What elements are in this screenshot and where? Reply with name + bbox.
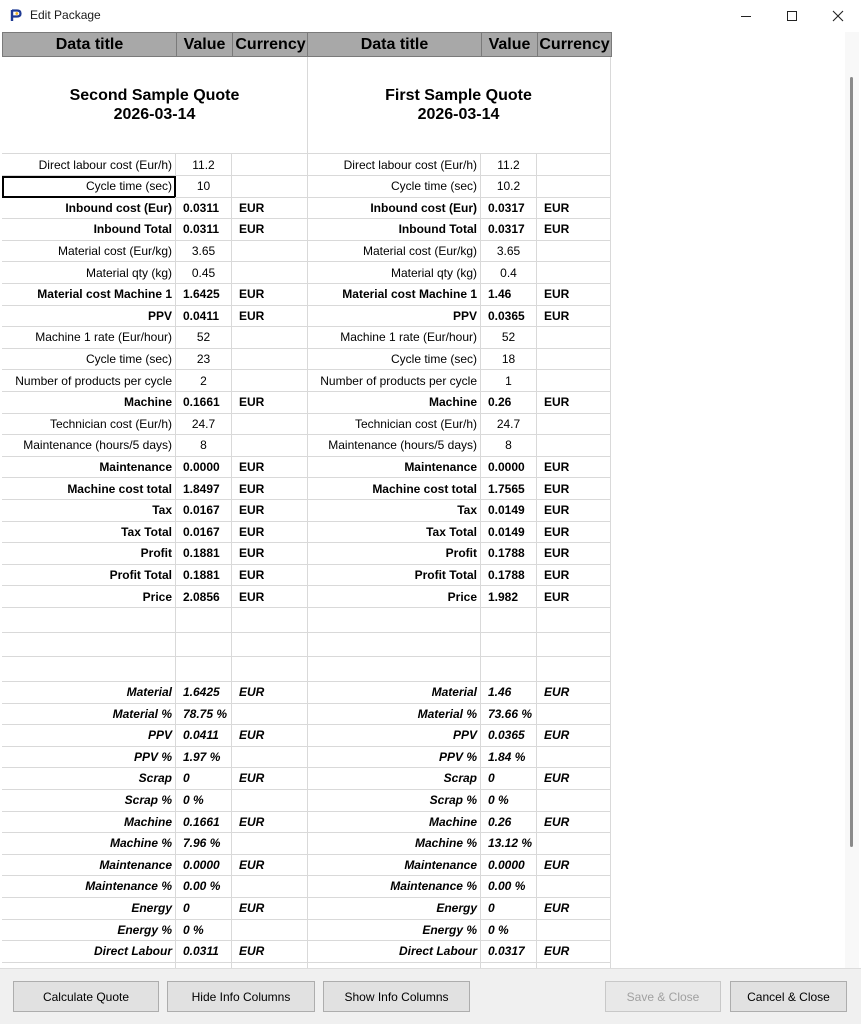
data-title-cell[interactable]: Machine [2, 811, 176, 833]
value-cell[interactable]: 1.97 % [176, 746, 232, 768]
show-info-columns-button[interactable]: Show Info Columns [323, 981, 470, 1012]
data-title-cell[interactable]: Maintenance % [307, 876, 481, 898]
value-cell[interactable]: 0.0000 [176, 456, 232, 478]
currency-cell[interactable] [232, 262, 308, 284]
currency-cell[interactable]: EUR [232, 392, 308, 414]
quote-grid [2, 32, 852, 968]
currency-cell[interactable] [232, 919, 308, 941]
value-cell[interactable]: 24.7 [481, 413, 537, 435]
value-cell[interactable]: 1 [481, 370, 537, 392]
value-cell[interactable]: 0 [481, 768, 537, 790]
value-cell[interactable]: 0.45 [176, 262, 232, 284]
currency-cell[interactable]: EUR [232, 725, 308, 747]
empty-cell[interactable] [537, 657, 611, 682]
data-title-cell[interactable]: Maintenance [307, 854, 481, 876]
close-button[interactable] [815, 0, 861, 32]
value-cell[interactable]: 10 [176, 176, 232, 198]
data-title-cell[interactable]: Tax [2, 500, 176, 522]
data-title-cell[interactable]: Number of products per cycle [2, 370, 176, 392]
data-title-cell[interactable]: Material % [2, 703, 176, 725]
currency-cell[interactable]: EUR [537, 586, 611, 608]
app-logo-icon [9, 8, 23, 22]
empty-cell[interactable] [481, 608, 537, 633]
value-cell[interactable]: 23 [176, 348, 232, 370]
empty-cell[interactable] [537, 632, 611, 657]
value-cell[interactable]: 0.00 % [176, 876, 232, 898]
currency-cell[interactable]: EUR [232, 564, 308, 586]
currency-cell[interactable] [232, 348, 308, 370]
value-cell[interactable]: 0.0149 [481, 500, 537, 522]
currency-cell[interactable] [232, 327, 308, 349]
data-title-cell[interactable]: Scrap [307, 768, 481, 790]
currency-cell[interactable] [537, 876, 611, 898]
value-cell[interactable]: 52 [176, 327, 232, 349]
currency-cell[interactable] [232, 435, 308, 457]
data-title-cell[interactable]: Tax Total [2, 521, 176, 543]
currency-cell[interactable] [537, 746, 611, 768]
value-cell[interactable]: 78.75 % [176, 703, 232, 725]
currency-cell[interactable]: EUR [537, 543, 611, 565]
empty-cell[interactable] [2, 657, 176, 682]
data-title-cell[interactable]: Inbound Total [307, 219, 481, 241]
button-bar [0, 968, 861, 1024]
value-cell[interactable]: 0 % [481, 790, 537, 812]
currency-cell[interactable]: EUR [232, 478, 308, 500]
value-cell[interactable]: 0.0317 [481, 941, 537, 963]
title-bar [0, 0, 861, 32]
data-title-cell[interactable]: Machine [307, 811, 481, 833]
column-header-currency[interactable]: Currency [232, 32, 309, 57]
currency-cell[interactable]: EUR [232, 811, 308, 833]
data-title-cell[interactable]: Material [2, 682, 176, 704]
data-title-cell[interactable]: Direct Labour [307, 941, 481, 963]
value-cell[interactable]: 1.46 [481, 682, 537, 704]
value-cell[interactable]: 1.46 [481, 284, 537, 306]
scrollbar-thumb[interactable] [850, 77, 853, 847]
data-title-cell[interactable]: Inbound cost (Eur) [307, 197, 481, 219]
data-title-cell[interactable]: Scrap % [307, 790, 481, 812]
data-title-cell[interactable]: Scrap [2, 768, 176, 790]
value-cell[interactable]: 0.0317 [481, 197, 537, 219]
value-cell[interactable]: 0.0167 [176, 500, 232, 522]
currency-cell[interactable]: EUR [537, 854, 611, 876]
value-cell[interactable]: 0 % [176, 919, 232, 941]
data-title-cell[interactable]: Energy [307, 898, 481, 920]
value-cell[interactable]: 0.1788 [481, 543, 537, 565]
currency-cell[interactable] [537, 703, 611, 725]
quote-name: First Sample Quote [385, 87, 532, 104]
empty-cell[interactable] [232, 632, 308, 657]
currency-cell[interactable] [537, 790, 611, 812]
data-title-cell[interactable]: Energy % [307, 919, 481, 941]
value-cell[interactable]: 7.96 % [176, 833, 232, 855]
quote-title-block [307, 57, 611, 154]
data-title-cell[interactable]: Scrap % [2, 790, 176, 812]
data-title-cell[interactable]: Maintenance (hours/5 days) [307, 435, 481, 457]
value-cell[interactable]: 11.2 [176, 154, 232, 176]
value-cell[interactable]: 0 % [481, 919, 537, 941]
value-cell[interactable]: 0.1661 [176, 811, 232, 833]
value-cell[interactable]: 1.7565 [481, 478, 537, 500]
value-cell[interactable]: 2 [176, 370, 232, 392]
data-title-cell[interactable]: Machine 1 rate (Eur/hour) [2, 327, 176, 349]
empty-cell[interactable] [176, 657, 232, 682]
data-title-cell[interactable]: Direct labour cost (Eur/h) [307, 154, 481, 176]
empty-cell[interactable] [307, 657, 481, 682]
empty-cell[interactable] [232, 608, 308, 633]
window-title: Edit Package [30, 8, 101, 22]
value-cell[interactable]: 8 [481, 435, 537, 457]
currency-cell[interactable] [232, 240, 308, 262]
currency-cell[interactable] [232, 746, 308, 768]
value-cell[interactable]: 0.0365 [481, 305, 537, 327]
data-title-cell[interactable]: Inbound Total [2, 219, 176, 241]
data-title-cell[interactable]: Machine % [307, 833, 481, 855]
value-cell[interactable]: 0.0411 [176, 725, 232, 747]
currency-cell[interactable] [537, 370, 611, 392]
empty-cell[interactable] [307, 608, 481, 633]
data-title-cell[interactable]: Price [307, 586, 481, 608]
data-title-cell[interactable]: Machine 1 rate (Eur/hour) [307, 327, 481, 349]
hide-info-columns-button[interactable]: Hide Info Columns [167, 981, 315, 1012]
currency-cell[interactable]: EUR [232, 197, 308, 219]
data-title-cell[interactable]: Machine [307, 392, 481, 414]
currency-cell[interactable] [232, 703, 308, 725]
quote-name: Second Sample Quote [69, 87, 240, 104]
maximize-icon [786, 10, 798, 22]
currency-cell[interactable]: EUR [232, 682, 308, 704]
data-title-cell[interactable]: Number of products per cycle [307, 370, 481, 392]
currency-cell[interactable]: EUR [537, 811, 611, 833]
data-title-cell[interactable]: Energy [2, 898, 176, 920]
currency-cell[interactable] [537, 240, 611, 262]
data-title-cell[interactable]: Profit Total [307, 564, 481, 586]
value-cell[interactable]: 1.6425 [176, 284, 232, 306]
currency-cell[interactable] [232, 176, 308, 198]
value-cell[interactable]: 0 % [176, 790, 232, 812]
currency-cell[interactable] [537, 833, 611, 855]
currency-cell[interactable]: EUR [537, 500, 611, 522]
column-header-value[interactable]: Value [176, 32, 233, 57]
value-cell[interactable]: 0.0365 [481, 725, 537, 747]
data-title-cell[interactable]: PPV % [2, 746, 176, 768]
currency-cell[interactable] [537, 327, 611, 349]
currency-cell[interactable] [537, 262, 611, 284]
currency-cell[interactable] [537, 413, 611, 435]
empty-cell[interactable] [232, 657, 308, 682]
data-title-cell[interactable]: Machine [2, 392, 176, 414]
value-cell[interactable]: 8 [176, 435, 232, 457]
currency-cell[interactable]: EUR [232, 500, 308, 522]
calculate-quote-button[interactable]: Calculate Quote [13, 981, 159, 1012]
currency-cell[interactable]: EUR [232, 941, 308, 963]
value-cell[interactable]: 0.0000 [481, 456, 537, 478]
data-title-cell[interactable]: Price [2, 586, 176, 608]
data-title-cell[interactable]: Material cost Machine 1 [2, 284, 176, 306]
data-title-cell[interactable]: Material cost (Eur/kg) [2, 240, 176, 262]
currency-cell[interactable]: EUR [232, 854, 308, 876]
data-title-cell[interactable]: Material cost (Eur/kg) [307, 240, 481, 262]
data-title-cell[interactable]: PPV [2, 725, 176, 747]
data-title-cell[interactable]: Machine cost total [307, 478, 481, 500]
grid-empty-area [612, 32, 852, 968]
currency-cell[interactable] [537, 435, 611, 457]
value-cell[interactable]: 1.982 [481, 586, 537, 608]
currency-cell[interactable]: EUR [537, 284, 611, 306]
data-title-cell[interactable]: Cycle time (sec) [2, 176, 176, 198]
value-cell[interactable]: 24.7 [176, 413, 232, 435]
data-title-cell[interactable]: PPV [307, 305, 481, 327]
value-cell[interactable]: 0 [176, 898, 232, 920]
currency-cell[interactable]: EUR [537, 456, 611, 478]
currency-cell[interactable] [537, 154, 611, 176]
value-cell[interactable]: 0.0000 [481, 854, 537, 876]
quote-date: 2026-03-14 [417, 106, 500, 123]
currency-cell[interactable]: EUR [232, 456, 308, 478]
currency-cell[interactable]: EUR [537, 725, 611, 747]
value-cell[interactable]: 13.12 % [481, 833, 537, 855]
currency-cell[interactable]: EUR [537, 682, 611, 704]
value-cell[interactable]: 11.2 [481, 154, 537, 176]
value-cell[interactable]: 0.1881 [176, 564, 232, 586]
value-cell[interactable]: 73.66 % [481, 703, 537, 725]
data-title-cell[interactable]: Cycle time (sec) [307, 176, 481, 198]
currency-cell[interactable]: EUR [232, 521, 308, 543]
value-cell[interactable]: 0 [176, 768, 232, 790]
minimize-button[interactable] [723, 0, 769, 32]
data-title-cell[interactable]: Technician cost (Eur/h) [307, 413, 481, 435]
value-cell[interactable]: 18 [481, 348, 537, 370]
value-cell[interactable]: 0.0000 [176, 854, 232, 876]
data-title-cell[interactable]: Tax [307, 500, 481, 522]
data-title-cell[interactable]: Material qty (kg) [2, 262, 176, 284]
data-title-cell[interactable]: Machine % [2, 833, 176, 855]
currency-cell[interactable] [537, 919, 611, 941]
value-cell[interactable]: 0.4 [481, 262, 537, 284]
value-cell[interactable]: 0.1788 [481, 564, 537, 586]
data-title-cell[interactable]: Maintenance [2, 456, 176, 478]
currency-cell[interactable] [537, 176, 611, 198]
value-cell[interactable]: 0.1661 [176, 392, 232, 414]
currency-cell[interactable]: EUR [537, 197, 611, 219]
column-header-data-title[interactable]: Data title [2, 32, 177, 57]
column-header-value[interactable]: Value [481, 32, 538, 57]
value-cell[interactable]: 0.0411 [176, 305, 232, 327]
data-title-cell[interactable]: PPV [2, 305, 176, 327]
data-title-cell[interactable]: Material % [307, 703, 481, 725]
value-cell[interactable]: 0.0311 [176, 941, 232, 963]
currency-cell[interactable]: EUR [537, 898, 611, 920]
value-cell[interactable]: 0.26 [481, 392, 537, 414]
data-title-cell[interactable]: Direct Labour [2, 941, 176, 963]
currency-cell[interactable] [232, 833, 308, 855]
currency-cell[interactable] [232, 413, 308, 435]
column-header-data-title[interactable]: Data title [307, 32, 482, 57]
save-close-button[interactable]: Save & Close [605, 981, 721, 1012]
currency-cell[interactable]: EUR [537, 305, 611, 327]
cancel-close-button[interactable]: Cancel & Close [730, 981, 847, 1012]
empty-cell[interactable] [2, 608, 176, 633]
value-cell[interactable]: 0.0149 [481, 521, 537, 543]
data-title-cell[interactable]: Machine cost total [2, 478, 176, 500]
quote-title-block [2, 57, 308, 154]
close-icon [832, 10, 844, 22]
value-cell[interactable]: 3.65 [481, 240, 537, 262]
value-cell[interactable]: 2.0856 [176, 586, 232, 608]
currency-cell[interactable]: EUR [537, 521, 611, 543]
data-title-cell[interactable]: Maintenance % [2, 876, 176, 898]
value-cell[interactable]: 52 [481, 327, 537, 349]
currency-cell[interactable]: EUR [537, 941, 611, 963]
value-cell[interactable]: 0.26 [481, 811, 537, 833]
data-title-cell[interactable]: Energy % [2, 919, 176, 941]
currency-cell[interactable]: EUR [537, 219, 611, 241]
data-title-cell[interactable]: Cycle time (sec) [307, 348, 481, 370]
currency-cell[interactable]: EUR [537, 564, 611, 586]
value-cell[interactable]: 1.84 % [481, 746, 537, 768]
data-title-cell[interactable]: Profit [2, 543, 176, 565]
currency-cell[interactable]: EUR [232, 768, 308, 790]
currency-cell[interactable]: EUR [232, 898, 308, 920]
currency-cell[interactable]: EUR [537, 478, 611, 500]
value-cell[interactable]: 3.65 [176, 240, 232, 262]
value-cell[interactable]: 0 [481, 898, 537, 920]
data-title-cell[interactable]: Tax Total [307, 521, 481, 543]
value-cell[interactable]: 0.0311 [176, 219, 232, 241]
value-cell[interactable]: 1.6425 [176, 682, 232, 704]
data-title-cell[interactable]: Cycle time (sec) [2, 348, 176, 370]
data-title-cell[interactable]: Inbound cost (Eur) [2, 197, 176, 219]
data-title-cell[interactable]: Maintenance (hours/5 days) [2, 435, 176, 457]
empty-cell[interactable] [176, 608, 232, 633]
empty-cell[interactable] [481, 632, 537, 657]
data-title-cell[interactable]: Profit Total [2, 564, 176, 586]
data-title-cell[interactable]: Material cost Machine 1 [307, 284, 481, 306]
currency-cell[interactable]: EUR [232, 543, 308, 565]
value-cell[interactable]: 0.0167 [176, 521, 232, 543]
currency-cell[interactable]: EUR [537, 392, 611, 414]
column-header-currency[interactable]: Currency [537, 32, 612, 57]
vertical-scrollbar[interactable] [845, 32, 859, 968]
quote-date: 2026-03-14 [113, 106, 196, 123]
minimize-icon [740, 10, 752, 22]
currency-cell[interactable] [232, 790, 308, 812]
currency-cell[interactable] [232, 154, 308, 176]
currency-cell[interactable] [537, 348, 611, 370]
data-title-cell[interactable]: Technician cost (Eur/h) [2, 413, 176, 435]
empty-cell[interactable] [176, 632, 232, 657]
value-cell[interactable]: 0.00 % [481, 876, 537, 898]
data-title-cell[interactable]: Profit [307, 543, 481, 565]
currency-cell[interactable] [232, 876, 308, 898]
data-title-cell[interactable]: Maintenance [307, 456, 481, 478]
currency-cell[interactable]: EUR [232, 284, 308, 306]
data-title-cell[interactable]: Direct labour cost (Eur/h) [2, 154, 176, 176]
empty-cell[interactable] [307, 632, 481, 657]
data-title-cell[interactable]: Material qty (kg) [307, 262, 481, 284]
value-cell[interactable]: 0.0311 [176, 197, 232, 219]
value-cell[interactable]: 0.0317 [481, 219, 537, 241]
currency-cell[interactable]: EUR [232, 305, 308, 327]
currency-cell[interactable]: EUR [232, 586, 308, 608]
empty-cell[interactable] [2, 632, 176, 657]
currency-cell[interactable] [232, 370, 308, 392]
value-cell[interactable]: 0.1881 [176, 543, 232, 565]
empty-cell[interactable] [481, 657, 537, 682]
value-cell[interactable]: 1.8497 [176, 478, 232, 500]
data-title-cell[interactable]: Maintenance [2, 854, 176, 876]
data-title-cell[interactable]: Material [307, 682, 481, 704]
currency-cell[interactable]: EUR [537, 768, 611, 790]
empty-cell[interactable] [537, 608, 611, 633]
value-cell[interactable]: 10.2 [481, 176, 537, 198]
data-title-cell[interactable]: PPV [307, 725, 481, 747]
maximize-button[interactable] [769, 0, 815, 32]
currency-cell[interactable]: EUR [232, 219, 308, 241]
data-title-cell[interactable]: PPV % [307, 746, 481, 768]
